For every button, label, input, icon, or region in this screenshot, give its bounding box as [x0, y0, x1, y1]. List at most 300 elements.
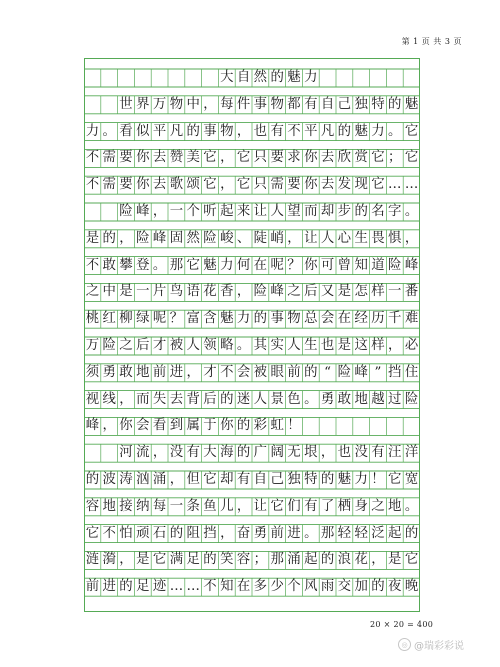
grid-cell-char: ， [220, 150, 234, 166]
grid-cell-char: 起 [220, 204, 234, 219]
grid-cell-char: 红 [102, 311, 116, 327]
grid-cell-char: 峰 [270, 284, 284, 300]
grid-row [84, 257, 420, 275]
grid-cell-char: 凡 [320, 123, 335, 139]
grid-cell-char: 轻 [354, 525, 368, 541]
grid-cell-char: … [186, 579, 200, 595]
grid-cell-char: 一 [169, 498, 184, 514]
grid-cell-char: 它 [236, 177, 251, 193]
grid-cell-char: 没 [354, 445, 368, 461]
grid-cell-char: 在 [253, 257, 268, 273]
grid-cell-char: 之 [85, 284, 100, 300]
grid-cell-char: 你 [136, 150, 150, 166]
grid-cell-char: 经 [354, 311, 368, 327]
grid-cell-char: 必 [404, 338, 419, 353]
watermark-text: @瑞彩彩说 [414, 641, 464, 652]
grid-cell-char: ， [236, 498, 251, 514]
grid-cell-char: 是 [337, 338, 352, 353]
grid-cell-char: 你 [119, 418, 133, 434]
grid-cell-char: 赏 [354, 150, 368, 166]
grid-cell-char: 迹 [152, 579, 167, 595]
grid-cell-char: 景 [270, 391, 284, 407]
grid-cell-char: 要 [119, 177, 133, 193]
grid-cell-char: 峰 [354, 364, 368, 380]
grid-cell-char: 线 [102, 391, 116, 407]
grid-cell-char: 前 [85, 579, 100, 595]
grid-cell-char: 不 [102, 525, 116, 541]
grid-cell-char: 柳 [119, 311, 133, 327]
grid-cell-char: ， [152, 445, 167, 461]
grid-cell-char: 挡 [388, 364, 402, 380]
grid-cell-char: 可 [320, 257, 335, 273]
grid-cell-char: 个 [186, 204, 200, 219]
grid-cell-char: 人 [186, 338, 200, 353]
grid-cell-char: 的 [85, 472, 100, 487]
grid-cell-char: 垠 [304, 445, 318, 461]
grid-cell-char: 略 [220, 338, 234, 353]
grid-cell-char: 有 [371, 445, 385, 461]
grid-cell-char: 。 [102, 123, 116, 139]
grid-cell-char: 前 [270, 525, 284, 541]
grid-cell-char: 攀 [119, 257, 133, 273]
grid-cell-char: 挡 [203, 525, 217, 541]
grid-cell-char: 歌 [169, 177, 184, 193]
grid-cell-char: 却 [320, 204, 335, 219]
grid-cell-char: 加 [354, 579, 368, 595]
grid-cell-char: 它 [186, 257, 200, 273]
grid-cell-char: 顽 [136, 525, 150, 541]
grid-cell-char: 不 [85, 257, 100, 273]
grid-cell-char: 那 [320, 525, 335, 541]
grid-cell-char: 它 [371, 150, 385, 166]
grid-cell-char: 浪 [337, 552, 352, 568]
composition-grid-paper [84, 58, 420, 612]
grid-cell-char: 是 [136, 552, 150, 568]
grid-cell-char: 进 [102, 579, 116, 595]
grid-cell-char: 交 [337, 579, 352, 595]
grid-cell-char: ” [374, 364, 382, 380]
grid-cell-char: 心 [337, 230, 352, 246]
watermark [398, 637, 464, 652]
grid-cell-char: 的 [320, 472, 335, 487]
grid-cell-char: 其 [253, 338, 268, 353]
grid-cell-char: 涛 [119, 472, 133, 487]
grid-cell-char: ， [220, 525, 234, 541]
grid-cell-char: 己 [337, 96, 352, 112]
grid-cell-char: ， [287, 230, 301, 246]
grid-cell-char: 界 [136, 96, 150, 112]
grid-cell-char: 足 [186, 552, 200, 568]
grid-cell-char: 它 [236, 150, 251, 166]
grid-cell-char: 实 [270, 338, 284, 353]
grid-cell-char: 是 [337, 284, 352, 300]
grid-cell-char: 汪 [388, 445, 402, 461]
grid-cell-char: 。 [236, 338, 251, 353]
grid-cell-char: 世 [119, 96, 133, 112]
grid-cell-char: 的 [371, 579, 385, 595]
grid-cell-char: 了 [320, 498, 335, 514]
grid-cell-char: 又 [320, 284, 335, 300]
grid-cell-char: 独 [287, 472, 301, 487]
grid-cell-char: 峰 [136, 204, 150, 219]
grid-cell-char: 过 [388, 391, 402, 407]
grid-cell-char: 需 [102, 150, 116, 166]
grid-cell-char: 颂 [186, 177, 200, 193]
grid-cell-char: 语 [186, 284, 200, 300]
grid-cell-char: 色 [287, 391, 301, 407]
grid-cell-char: 广 [253, 445, 268, 461]
grid-row [84, 123, 420, 141]
grid-cell-char: 有 [186, 445, 200, 461]
grid-cell-char: 迷 [236, 391, 251, 407]
grid-cell-char: 特 [371, 96, 385, 112]
grid-cell-char: 凡 [169, 123, 184, 139]
grid-cell-char: 事 [270, 311, 284, 327]
grid-cell-char: 万 [85, 338, 100, 353]
grid-cell-char: 的 [236, 445, 251, 461]
grid-cell-char: 事 [203, 123, 217, 139]
grid-cell-char: 只 [253, 150, 268, 166]
grid-cell-char: 后 [203, 391, 217, 407]
grid-row [84, 69, 420, 87]
grid-cell-char: 样 [371, 338, 385, 353]
grid-cell-char: 不 [203, 579, 217, 595]
grid-cell-char: 眼 [270, 364, 284, 380]
essay-text [84, 58, 420, 612]
grid-cell-char: 河 [119, 445, 133, 461]
grid-cell-char: 敢 [337, 391, 352, 407]
grid-cell-char: “ [324, 364, 331, 380]
watermark-logo-icon: ◎ [398, 638, 411, 651]
grid-cell-char: 住 [404, 364, 419, 380]
grid-cell-char: 让 [253, 204, 268, 219]
grid-cell-char: 不 [220, 364, 234, 380]
grid-cell-char: ， [169, 472, 184, 487]
grid-cell-char: 接 [119, 498, 133, 514]
grid-cell-char: ； [253, 552, 268, 568]
grid-cell-char: 它 [404, 552, 419, 568]
grid-cell-char: 大 [220, 70, 234, 85]
grid-cell-char: 雨 [320, 579, 335, 595]
grid-cell-char: 夜 [388, 579, 402, 595]
grid-cell-char: 被 [253, 364, 268, 380]
grid-cell-char: 人 [287, 338, 301, 353]
grid-cell-char: 需 [102, 177, 116, 193]
grid-cell-char: 汹 [136, 472, 150, 487]
grid-cell-char: 奋 [236, 525, 251, 541]
grid-cell-char: 海 [220, 445, 234, 461]
grid-cell-char: 也 [337, 445, 352, 461]
grid-cell-char: 彩 [253, 418, 268, 434]
grid-cell-char: 泛 [371, 525, 385, 541]
grid-cell-char: 魅 [337, 472, 352, 487]
grid-cell-char: 它 [371, 177, 385, 193]
grid-cell-char: ， [152, 204, 167, 219]
grid-cell-char: 何 [236, 257, 251, 273]
grid-cell-char: 听 [203, 204, 217, 219]
grid-cell-char: 现 [354, 177, 368, 193]
grid-cell-char: ， [102, 418, 116, 434]
grid-cell-char: 然 [253, 70, 268, 85]
grid-cell-char: 却 [220, 472, 234, 487]
grid-cell-char: 波 [102, 472, 116, 487]
grid-cell-char: 那 [169, 257, 184, 273]
grid-cell-char: 赞 [169, 150, 184, 166]
grid-cell-char: 你 [136, 177, 150, 193]
grid-cell-char: 去 [320, 150, 335, 166]
grid-cell-char: 来 [236, 204, 251, 219]
grid-cell-char: 是 [85, 230, 100, 246]
grid-cell-char: 呢 [270, 257, 284, 273]
grid-cell-char: 的 [388, 96, 402, 112]
grid-cell-char: 片 [152, 284, 167, 300]
grid-cell-char: ！ [287, 418, 301, 434]
grid-cell-char: 力 [354, 472, 368, 487]
grid-cell-char: 有 [236, 472, 251, 487]
grid-cell-char: 的 [304, 364, 318, 380]
grid-cell-char: 宽 [404, 472, 419, 487]
grid-cell-char: 峰 [152, 230, 167, 246]
grid-cell-char: 万 [152, 96, 167, 112]
grid-cell-char: ， [220, 177, 234, 193]
grid-cell-char: 看 [152, 418, 167, 434]
grid-cell-char: 纳 [136, 498, 150, 514]
grid-cell-char: 魅 [404, 96, 419, 112]
grid-row [84, 391, 420, 409]
grid-cell-char: 到 [169, 418, 184, 434]
grid-cell-char: 惧 [388, 230, 402, 246]
grid-spec-label: 20 × 20 = 400 [370, 620, 434, 629]
grid-cell-char: 它 [270, 498, 284, 514]
grid-cell-char: 。 [304, 525, 318, 541]
grid-cell-char: 那 [270, 552, 284, 568]
grid-cell-char: 也 [253, 123, 268, 139]
grid-cell-char: 是 [388, 552, 402, 568]
grid-cell-char: 会 [320, 311, 335, 327]
grid-cell-char: 有 [304, 96, 318, 112]
page-indicator: 第 1 页 共 3 页 [401, 37, 462, 46]
grid-cell-char: 的 [203, 552, 217, 568]
grid-cell-char: 一 [169, 204, 184, 219]
grid-cell-char: 的 [186, 123, 200, 139]
grid-cell-char: 也 [320, 338, 335, 353]
grid-cell-char: ， [371, 552, 385, 568]
grid-row [84, 310, 420, 328]
grid-cell-char: 。 [388, 123, 402, 139]
grid-cell-char: 的 [220, 391, 234, 407]
grid-cell-char: 的 [253, 311, 268, 327]
grid-cell-char: 力 [220, 257, 234, 273]
grid-row [84, 149, 420, 167]
grid-cell-char: 它 [203, 177, 217, 193]
grid-cell-char: 名 [371, 204, 385, 219]
grid-cell-char: 的 [119, 579, 133, 595]
grid-cell-char: 己 [270, 472, 284, 487]
grid-cell-char: 字 [388, 204, 402, 219]
grid-cell-char: 须 [85, 364, 100, 380]
grid-cell-char: 前 [287, 364, 301, 380]
grid-cell-char: 被 [169, 338, 184, 353]
grid-cell-char: 花 [354, 552, 368, 568]
grid-cell-char: … [388, 177, 402, 193]
grid-cell-char: 的 [102, 230, 116, 246]
grid-cell-char: 畏 [371, 230, 385, 246]
grid-cell-char: 你 [304, 257, 318, 273]
grid-cell-char: 桃 [85, 311, 100, 327]
grid-row [84, 417, 420, 435]
grid-cell-char: ； [388, 150, 402, 166]
grid-cell-char: 条 [186, 498, 200, 514]
grid-cell-char: 后 [136, 338, 150, 353]
grid-cell-char: 自 [320, 96, 335, 112]
grid-cell-char: 在 [236, 579, 251, 595]
grid-cell-char: 个 [287, 579, 301, 595]
grid-cell-char: 风 [304, 579, 318, 595]
grid-row [84, 471, 420, 489]
grid-cell-char: 一 [388, 284, 402, 300]
grid-cell-char: 千 [388, 311, 402, 327]
grid-cell-char: 但 [186, 472, 200, 487]
grid-cell-char: 视 [85, 391, 100, 407]
grid-cell-char: 人 [270, 204, 284, 219]
grid-cell-char: ， [236, 123, 251, 139]
grid-row [84, 283, 420, 301]
grid-cell-char: 涌 [287, 552, 301, 568]
grid-cell-char: 物 [270, 96, 284, 112]
grid-cell-char: 涌 [152, 472, 167, 487]
grid-cell-char: ， [119, 391, 133, 407]
grid-cell-char: 才 [152, 338, 167, 353]
grid-cell-char: 含 [203, 311, 217, 327]
grid-cell-char: 香 [220, 284, 234, 300]
grid-cell-char: 流 [136, 445, 150, 461]
grid-cell-char: 在 [337, 311, 352, 327]
grid-cell-char: 让 [253, 498, 268, 514]
grid-cell-char: 一 [136, 284, 150, 300]
grid-cell-char: ， [119, 230, 133, 246]
grid-cell-char: … [169, 579, 184, 595]
grid-cell-char: 涟 [85, 552, 100, 568]
grid-cell-char: 力 [85, 123, 100, 139]
grid-cell-char: 的 [236, 418, 251, 434]
grid-cell-char: 地 [136, 364, 150, 380]
grid-cell-char: 平 [152, 123, 167, 139]
grid-row [84, 203, 420, 221]
grid-cell-char: 有 [304, 498, 318, 514]
grid-cell-char: 会 [136, 418, 150, 434]
grid-cell-char: 越 [371, 391, 385, 407]
grid-cell-char: 前 [152, 364, 167, 380]
grid-cell-char: 平 [304, 123, 318, 139]
grid-cell-char: 笑 [220, 552, 234, 568]
grid-cell-char: 似 [136, 123, 150, 139]
grid-cell-char: 去 [169, 391, 184, 407]
grid-cell-char: 多 [253, 579, 268, 595]
grid-cell-char: 地 [388, 498, 402, 514]
grid-cell-char: 它 [404, 150, 419, 166]
grid-cell-char: 足 [136, 579, 150, 595]
grid-cell-char: 固 [169, 230, 184, 246]
grid-cell-char: 轻 [337, 525, 352, 541]
grid-cell-char: 的 [354, 204, 368, 219]
grid-cell-char: 魅 [203, 257, 217, 273]
grid-cell-char: 的 [404, 525, 419, 541]
grid-cell-char: 陡 [253, 230, 268, 246]
grid-cell-char: 的 [270, 70, 284, 85]
grid-cell-char: 去 [152, 150, 167, 166]
grid-cell-char: 登 [136, 257, 150, 273]
grid-cell-char: 去 [320, 177, 335, 193]
grid-cell-char: 没 [169, 445, 184, 461]
grid-cell-char: 不 [287, 123, 301, 139]
grid-cell-char: 特 [304, 472, 318, 487]
grid-cell-char: 。 [404, 498, 419, 514]
grid-cell-char: 件 [236, 96, 251, 112]
grid-cell-char: 晚 [404, 579, 419, 595]
grid-cell-char: ， [203, 96, 217, 112]
grid-cell-char: ， [236, 284, 251, 300]
grid-row [84, 96, 420, 114]
grid-cell-char: 满 [169, 552, 184, 568]
grid-cell-char: 峻 [220, 230, 234, 246]
grid-cell-char: 人 [320, 230, 335, 246]
grid-cell-char: 栖 [337, 498, 352, 514]
grid-cell-char: 漪 [102, 552, 116, 568]
grid-cell-char: 无 [287, 445, 301, 461]
grid-cell-char: 虹 [270, 418, 284, 434]
grid-cell-char: ， [119, 552, 133, 568]
grid-cell-char: 阔 [270, 445, 284, 461]
grid-cell-char: ， [320, 445, 335, 461]
grid-row [84, 498, 420, 516]
grid-cell-char: 有 [270, 123, 284, 139]
grid-cell-char: 进 [169, 364, 184, 380]
grid-cell-char: 事 [253, 96, 268, 112]
grid-cell-char: 的 [320, 552, 335, 568]
grid-cell-char: 敢 [119, 364, 133, 380]
grid-cell-char: 起 [304, 552, 318, 568]
grid-cell-char: 之 [287, 284, 301, 300]
grid-cell-char: 怎 [354, 284, 368, 300]
grid-cell-char: 起 [388, 525, 402, 541]
grid-cell-char: 看 [119, 123, 133, 139]
grid-cell-char: 是 [119, 284, 133, 300]
grid-cell-char: 难 [404, 311, 419, 327]
grid-cell-char: 力 [304, 70, 318, 85]
grid-cell-char: 生 [354, 230, 368, 246]
grid-cell-char: 总 [304, 311, 318, 327]
grid-cell-char: 容 [236, 552, 251, 568]
grid-cell-char: 怕 [119, 525, 133, 541]
grid-cell-char: 生 [304, 338, 318, 353]
grid-row [84, 176, 420, 194]
grid-cell-char: 物 [287, 311, 301, 327]
grid-cell-char: 险 [119, 204, 133, 219]
grid-cell-char: 地 [354, 391, 368, 407]
grid-cell-char: 要 [287, 177, 301, 193]
grid-cell-char: 鱼 [203, 498, 217, 514]
grid-cell-char: 物 [169, 96, 184, 112]
grid-row [84, 364, 420, 382]
grid-cell-char: 敢 [102, 257, 116, 273]
grid-cell-char: 容 [85, 498, 100, 514]
grid-cell-char: 之 [371, 498, 385, 514]
grid-cell-char: 独 [354, 96, 368, 112]
grid-cell-char: 曾 [337, 257, 352, 273]
grid-row [84, 578, 420, 596]
grid-cell-char: 它 [203, 472, 217, 487]
grid-cell-char: 它 [85, 525, 100, 541]
